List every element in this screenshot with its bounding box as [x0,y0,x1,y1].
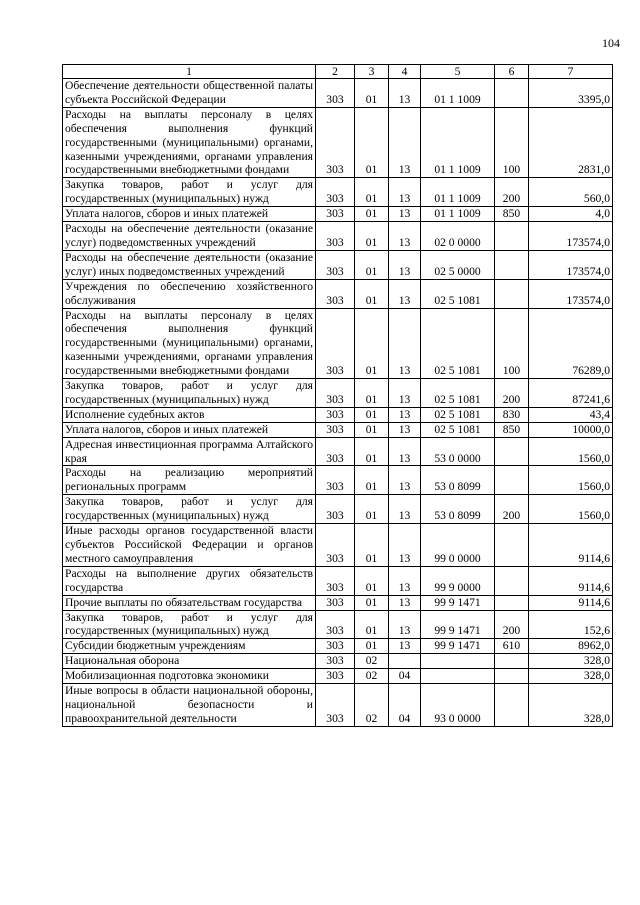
table-row [63,639,613,654]
row-section: 01 [355,422,389,437]
row-expense-type [495,437,529,466]
row-section: 01 [355,639,389,654]
row-expense-type: 850 [495,422,529,437]
row-expense-type [495,279,529,308]
row-expense-type [495,669,529,684]
row-code-admin: 303 [316,595,355,610]
row-target-article: 02 5 0000 [421,250,495,279]
row-target-article: 02 5 1081 [421,407,495,422]
row-name: Расходы на выплаты персоналу в целях обеспечения выполнения функций государственными (муниципальными) органами, казенными учреждениями, органами управления государственными внебюджетными фондами [63,308,316,379]
header-col-7: 7 [529,65,613,79]
table-row [63,407,613,422]
row-target-article: 02 5 1081 [421,279,495,308]
header-col-2: 2 [316,65,355,79]
row-subsection: 13 [389,178,421,207]
row-target-article: 02 0 0000 [421,222,495,251]
row-section: 01 [355,379,389,408]
row-target-article: 02 5 1081 [421,422,495,437]
row-code-admin: 303 [316,466,355,495]
row-amount: 10000,0 [529,422,613,437]
header-col-6: 6 [495,65,529,79]
row-code-admin: 303 [316,308,355,379]
row-amount: 152,6 [529,610,613,639]
row-expense-type [495,79,529,108]
row-section: 01 [355,107,389,178]
row-code-admin: 303 [316,495,355,524]
header-col-4: 4 [389,65,421,79]
row-name: Обеспечение деятельности общественной палаты субъекта Российской Федерации [63,79,316,108]
row-expense-type: 830 [495,407,529,422]
row-subsection: 13 [389,308,421,379]
row-expense-type [495,684,529,727]
row-code-admin: 303 [316,222,355,251]
row-expense-type [495,250,529,279]
row-name: Субсидии бюджетным учреждениям [63,639,316,654]
row-section: 01 [355,495,389,524]
row-name: Закупка товаров, работ и услуг для государственных (муниципальных) нужд [63,610,316,639]
table-row [63,684,613,727]
row-section: 01 [355,222,389,251]
table-row [63,595,613,610]
row-subsection: 13 [389,207,421,222]
table-row [63,524,613,567]
row-name: Расходы на выполнение других обязательств государства [63,566,316,595]
table-header [63,65,613,79]
row-amount: 173574,0 [529,279,613,308]
row-subsection: 13 [389,595,421,610]
row-name: Закупка товаров, работ и услуг для государственных (муниципальных) нужд [63,178,316,207]
row-subsection: 13 [389,222,421,251]
row-code-admin: 303 [316,379,355,408]
row-expense-type: 610 [495,639,529,654]
table-row [63,495,613,524]
row-amount: 76289,0 [529,308,613,379]
row-expense-type [495,222,529,251]
row-section: 01 [355,207,389,222]
row-section: 01 [355,437,389,466]
row-expense-type: 850 [495,207,529,222]
row-target-article: 99 9 1471 [421,595,495,610]
row-subsection: 13 [389,466,421,495]
table-row [63,222,613,251]
row-target-article: 53 0 8099 [421,466,495,495]
row-section: 02 [355,669,389,684]
row-code-admin: 303 [316,610,355,639]
row-name: Закупка товаров, работ и услуг для государственных (муниципальных) нужд [63,495,316,524]
row-amount: 8962,0 [529,639,613,654]
row-amount: 87241,6 [529,379,613,408]
row-section: 01 [355,407,389,422]
row-code-admin: 303 [316,669,355,684]
row-name: Закупка товаров, работ и услуг для государственных (муниципальных) нужд [63,379,316,408]
row-section: 02 [355,684,389,727]
row-amount: 1560,0 [529,437,613,466]
row-name: Адресная инвестиционная программа Алтайского края [63,437,316,466]
row-section: 01 [355,524,389,567]
row-name: Уплата налогов, сборов и иных платежей [63,422,316,437]
row-expense-type [495,595,529,610]
row-subsection: 13 [389,379,421,408]
page-number: 104 [602,36,620,50]
row-section: 01 [355,566,389,595]
row-expense-type: 100 [495,308,529,379]
row-code-admin: 303 [316,79,355,108]
row-section: 01 [355,466,389,495]
row-subsection: 04 [389,684,421,727]
row-name: Иные расходы органов государственной власти субъектов Российской Федерации и органов местного самоуправления [63,524,316,567]
row-subsection: 13 [389,639,421,654]
row-section: 01 [355,178,389,207]
row-code-admin: 303 [316,684,355,727]
row-code-admin: 303 [316,654,355,669]
row-name: Мобилизационная подготовка экономики [63,669,316,684]
header-col-1: 1 [63,65,316,79]
row-target-article: 99 9 1471 [421,610,495,639]
row-expense-type: 100 [495,107,529,178]
row-target-article: 99 9 1471 [421,639,495,654]
table-row [63,654,613,669]
row-target-article: 53 0 8099 [421,495,495,524]
row-subsection: 13 [389,610,421,639]
row-section: 01 [355,279,389,308]
row-amount: 1560,0 [529,466,613,495]
row-code-admin: 303 [316,279,355,308]
table-row [63,79,613,108]
row-amount: 9114,6 [529,524,613,567]
row-expense-type: 200 [495,178,529,207]
row-target-article: 53 0 0000 [421,437,495,466]
table-row [63,669,613,684]
row-target-article: 01 1 1009 [421,79,495,108]
row-code-admin: 303 [316,524,355,567]
row-amount: 43,4 [529,407,613,422]
row-subsection: 13 [389,524,421,567]
row-target-article: 02 5 1081 [421,379,495,408]
row-name: Расходы на выплаты персоналу в целях обеспечения выполнения функций государственными (муниципальными) органами, казенными учреждениями, органами управления государственными внебюджетными фондами [63,107,316,178]
row-expense-type [495,466,529,495]
row-expense-type: 200 [495,610,529,639]
row-subsection: 13 [389,79,421,108]
row-subsection: 13 [389,107,421,178]
table-row [63,178,613,207]
header-row [63,65,613,79]
row-subsection: 13 [389,437,421,466]
row-subsection: 13 [389,279,421,308]
table-row [63,279,613,308]
row-section: 01 [355,79,389,108]
row-expense-type [495,566,529,595]
table-row [63,422,613,437]
row-target-article: 01 1 1009 [421,207,495,222]
row-target-article: 99 9 0000 [421,566,495,595]
row-expense-type: 200 [495,379,529,408]
row-expense-type [495,524,529,567]
row-subsection: 04 [389,669,421,684]
row-code-admin: 303 [316,207,355,222]
row-code-admin: 303 [316,107,355,178]
row-name: Учреждения по обеспечению хозяйственного обслуживания [63,279,316,308]
row-subsection [389,654,421,669]
row-code-admin: 303 [316,422,355,437]
row-name: Прочие выплаты по обязательствам государства [63,595,316,610]
table-row [63,107,613,178]
row-code-admin: 303 [316,566,355,595]
table-row [63,379,613,408]
row-code-admin: 303 [316,250,355,279]
table-row [63,437,613,466]
row-section: 02 [355,654,389,669]
row-amount: 3395,0 [529,79,613,108]
row-target-article [421,654,495,669]
row-amount: 9114,6 [529,595,613,610]
row-subsection: 13 [389,422,421,437]
row-name: Национальная оборона [63,654,316,669]
row-section: 01 [355,595,389,610]
row-amount: 560,0 [529,178,613,207]
row-code-admin: 303 [316,437,355,466]
row-name: Иные вопросы в области национальной обороны, национальной безопасности и правоохранительной деятельности [63,684,316,727]
row-amount: 2831,0 [529,107,613,178]
row-target-article: 99 0 0000 [421,524,495,567]
row-code-admin: 303 [316,639,355,654]
row-name: Расходы на обеспечение деятельности (оказание услуг) подведомственных учреждений [63,222,316,251]
row-section: 01 [355,250,389,279]
row-target-article: 01 1 1009 [421,178,495,207]
row-amount: 173574,0 [529,222,613,251]
row-amount: 4,0 [529,207,613,222]
row-expense-type [495,654,529,669]
row-name: Уплата налогов, сборов и иных платежей [63,207,316,222]
row-expense-type: 200 [495,495,529,524]
row-code-admin: 303 [316,178,355,207]
row-target-article: 01 1 1009 [421,107,495,178]
row-subsection: 13 [389,407,421,422]
table-body [63,79,613,727]
row-name: Исполнение судебных актов [63,407,316,422]
budget-table [62,64,613,727]
row-subsection: 13 [389,566,421,595]
row-target-article: 02 5 1081 [421,308,495,379]
row-target-article: 93 0 0000 [421,684,495,727]
table-row [63,207,613,222]
row-subsection: 13 [389,250,421,279]
header-col-3: 3 [355,65,389,79]
table-row [63,466,613,495]
row-subsection: 13 [389,495,421,524]
table-row [63,250,613,279]
row-amount: 328,0 [529,684,613,727]
header-col-5: 5 [421,65,495,79]
row-target-article [421,669,495,684]
table-row [63,566,613,595]
row-name: Расходы на обеспечение деятельности (оказание услуг) иных подведомственных учреждений [63,250,316,279]
row-section: 01 [355,308,389,379]
row-amount: 173574,0 [529,250,613,279]
row-amount: 328,0 [529,669,613,684]
table-row [63,308,613,379]
row-section: 01 [355,610,389,639]
table-row [63,610,613,639]
row-amount: 328,0 [529,654,613,669]
row-amount: 9114,6 [529,566,613,595]
row-amount: 1560,0 [529,495,613,524]
row-code-admin: 303 [316,407,355,422]
row-name: Расходы на реализацию мероприятий региональных программ [63,466,316,495]
